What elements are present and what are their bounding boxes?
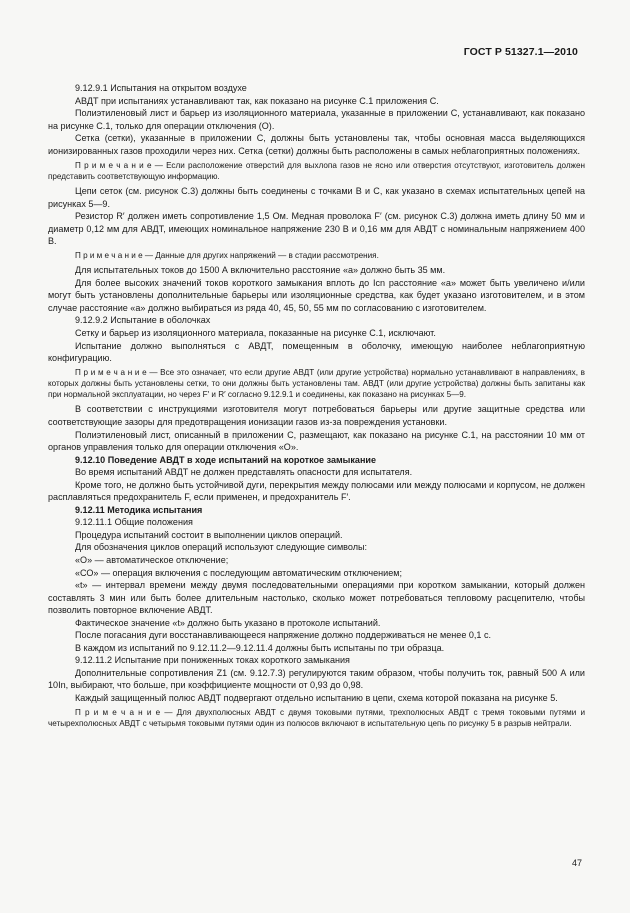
body-paragraph: В соответствии с инструкциями изготовителя могут потребоваться барьеры или другие защитные средства или соответствующие зазоры для предотвращения ионизации газов из-за повреждения установки. — [48, 404, 585, 427]
note-paragraph: П р и м е ч а н и е — Все это означает, что если другие АВДТ (или другие устройства) нормально устанавливают в направлениях, в которых должны быть установлены сетки, то они должны быть установлены там. АВДТ (или другие устройства) должны быть запитаны как при нормальной эксплуатации, но через F′ и R′ согласно 9.12.9.1 и соединены, как показано на рисунках 5—9. — [48, 368, 585, 400]
body-paragraph: Кроме того, не должно быть устойчивой дуги, перекрытия между полюсами или между полюсами и корпусом, не должен расплавляться предохранитель F, если применен, и предохранитель F′. — [48, 479, 585, 503]
note-paragraph: П р и м е ч а н и е — Данные для других напряжений — в стадии рассмотрения. — [75, 251, 379, 261]
body-paragraph: 9.12.11.1 Общие положения — [75, 517, 193, 528]
body-paragraph: Испытание должно выполняться с АВДТ, помещенным в оболочку, имеющую наиболее неблагоприятную конфигурацию. — [48, 340, 585, 364]
body-paragraph: В каждом из испытаний по 9.12.11.2—9.12.11.4 должны быть испытаны по три образца. — [75, 642, 445, 653]
body-paragraph: Для обозначения циклов операций используют следующие символы: — [75, 542, 368, 553]
body-paragraph: Резистор R′ должен иметь сопротивление 1,5 Ом. Медная проволока F′ (см. рисунок С.3) должна иметь длину 50 мм и диаметр 0,12 мм для АВДТ, имеющих номинальное напряжение 230 В и 0,16 мм для АВДТ с номинальным напряжением 400 В. — [48, 211, 585, 247]
page-number: 47 — [571, 858, 582, 868]
body-paragraph: 9.12.11.2 Испытание при пониженных токах короткого замыкания — [75, 655, 350, 666]
body-paragraph: «СО» — операция включения с последующим автоматическим отключением; — [75, 567, 402, 578]
body-paragraph: Каждый защищенный полюс АВДТ подвергают отдельно испытанию в цепи, схема которой показана на рисунке 5. — [75, 693, 558, 704]
body-paragraph: Цепи сеток (см. рисунок С.3) должны быть соединены с точками В и С, как указано в схемах испытательных цепей на рисунках 5—9. — [48, 185, 585, 209]
body-paragraph: 9.12.9.1 Испытания на открытом воздухе — [75, 83, 247, 93]
body-paragraph: Дополнительные сопротивления Z1 (см. 9.12.7.3) регулируются таким образом, чтобы получить ток, равный 500 А или 10In, выбирают, что больше, при коэффициенте мощности от 0,93 до 0,98. — [48, 667, 585, 691]
body-paragraph: «t» — интервал времени между двумя последовательными операциями при коротком замыкании, который должен составлять 3 мин или быть более длительным настолько, сколько может потребоваться тепловому расцепителю, чтобы позволить повторное включение АВДТ. — [48, 580, 585, 616]
note-paragraph: П р и м е ч а н и е — Если расположение отверстий для выхлопа газов не ясно или отверстия отсутствуют, изготовитель должен представить соответствующую информацию. — [48, 160, 585, 181]
section-heading: 9.12.10 Поведение АВДТ в ходе испытаний на короткое замыкание — [75, 454, 377, 465]
body-paragraph: 9.12.9.2 Испытание в оболочках — [75, 315, 211, 326]
document-body — [48, 82, 585, 732]
body-paragraph: «О» — автоматическое отключение; — [75, 555, 229, 566]
body-paragraph: Во время испытаний АВДТ не должен представлять опасности для испытателя. — [75, 467, 413, 478]
body-paragraph: Сетка (сетки), указанные в приложении С, должны быть установлены так, чтобы основная масса выделяющихся ионизированных газов проходили через них. Сетка (сетки) должны быть расположены в самых неблагоприятных положениях. — [48, 133, 585, 156]
body-paragraph: АВДТ при испытаниях устанавливают так, как показано на рисунке С.1 приложения С. — [75, 95, 439, 106]
body-paragraph: Для более высоких значений токов короткого замыкания вплоть до Icn расстояние «а» может быть увеличено и/или могут быть установлены дополнительные барьеры или изоляционные средства, как будет указано изготовителем, и в этом случае расстояние «а» должно выбираться из ряда 40, 45, 50, 55 мм по согласованию с изготовителем. — [48, 277, 585, 313]
body-paragraph: Фактическое значение «t» должно быть указано в протоколе испытаний. — [75, 617, 381, 628]
body-paragraph: Процедура испытаний состоит в выполнении циклов операций. — [75, 529, 343, 540]
body-paragraph: Полиэтиленовый лист, описанный в приложении С, размещают, как показано на рисунке С.1, на расстоянии 10 мм от органов управления только для операции отключения «О». — [48, 429, 585, 453]
standard-header: ГОСТ Р 51327.1—2010 — [463, 46, 578, 58]
body-paragraph: Полиэтиленовый лист и барьер из изоляционного материала, указанные в приложении С, устанавливают, как показано на рисунке С.1, только для операции отключения (О). — [48, 108, 585, 131]
body-paragraph: После погасания дуги восстанавливающееся напряжение должно поддерживаться не менее 0,1 с. — [75, 630, 492, 641]
note-paragraph: П р и м е ч а н и е — Для двухполюсных АВДТ с двумя токовыми путями, трехполюсных АВДТ с тремя токовыми путями и четырехполюсных АВДТ с четырьмя токовыми путями один из полюсов включают в испытательную цепь по рисунку 5 в разрыв нейтрали. — [48, 708, 585, 729]
section-heading: 9.12.11 Методика испытания — [75, 504, 203, 515]
body-paragraph: Сетку и барьер из изоляционного материала, показанные на рисунке С.1, исключают. — [75, 328, 436, 339]
body-paragraph: Для испытательных токов до 1500 А включительно расстояние «а» должно быть 35 мм. — [75, 265, 446, 276]
